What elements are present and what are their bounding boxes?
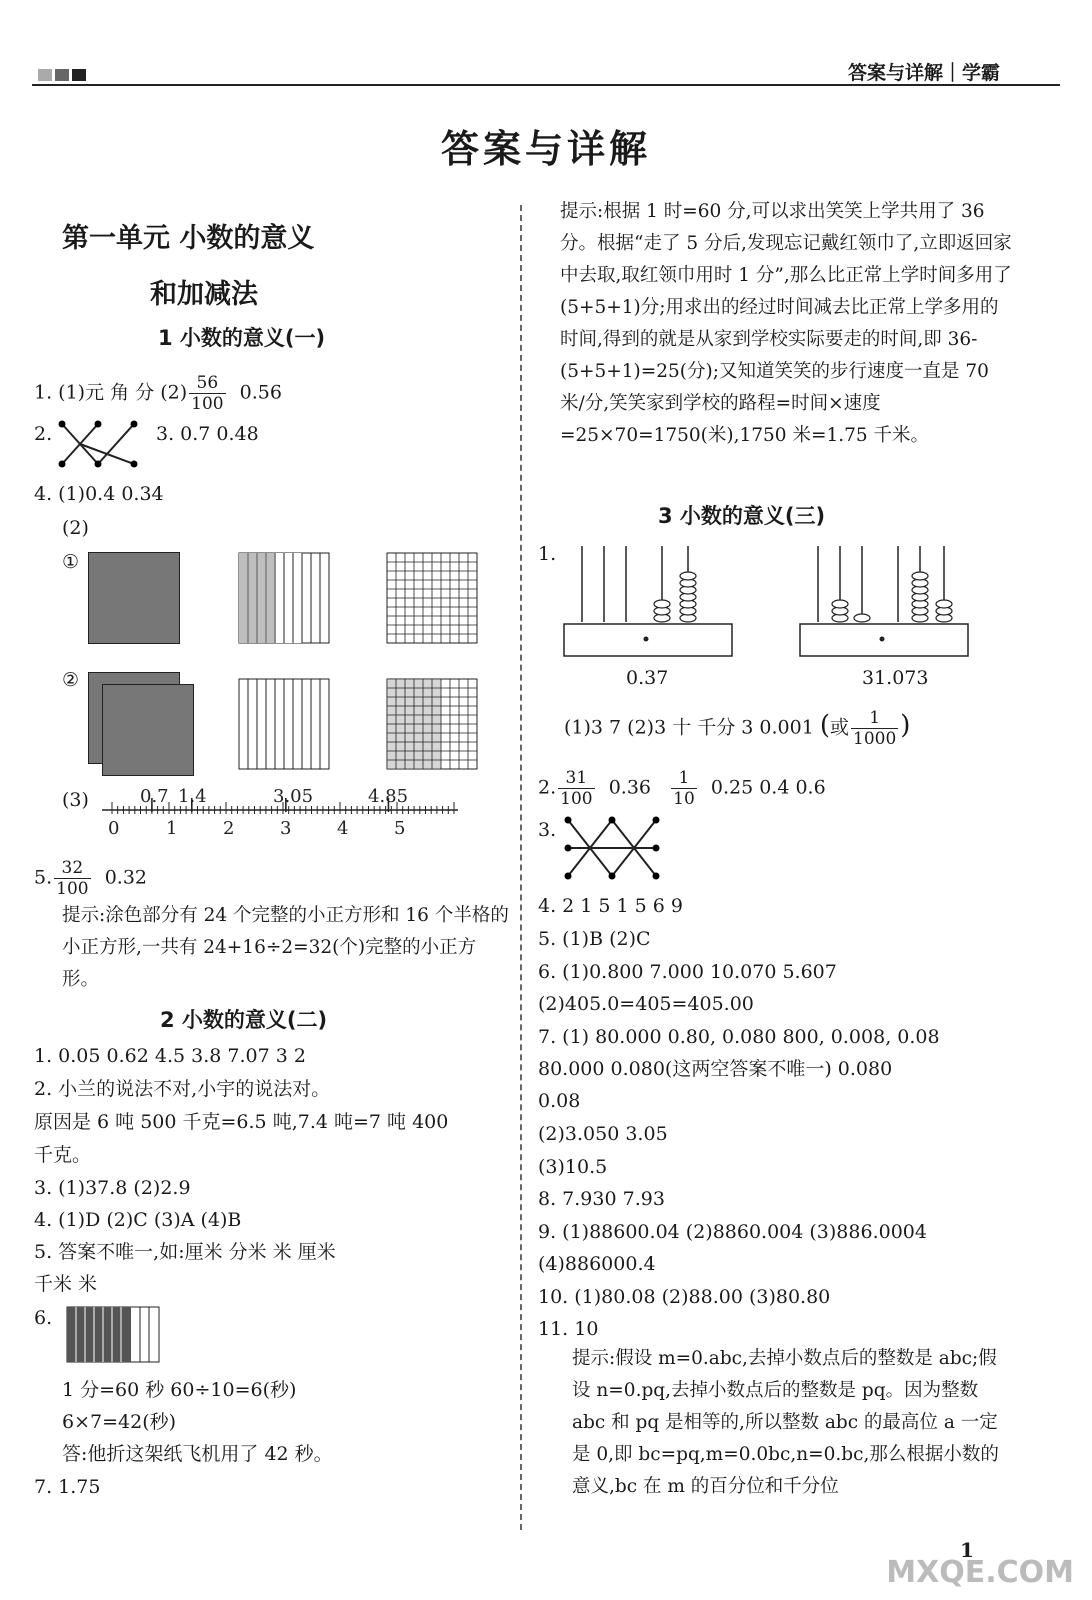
unit-subtitle: 和加减法	[150, 279, 258, 310]
nl-bot-2: 2	[223, 818, 235, 838]
answer-2-6c: 6×7=42(秒)	[62, 1411, 177, 1433]
number-line	[100, 782, 462, 838]
page-title: 答案与详解	[440, 127, 651, 171]
answer-2-5b: 千米 米	[34, 1273, 98, 1295]
nl-bot-5: 5	[394, 818, 406, 838]
column-divider	[520, 205, 522, 1530]
answer-2-6b: 1 分=60 秒 60÷10=6(秒)	[62, 1379, 297, 1401]
answer-1-1: 1. (1)元 角 分 (2) $\frac{56}{100}$ 0.56	[34, 373, 282, 414]
grid-square-2	[386, 678, 478, 770]
answer-3-7e: (3)10.5	[538, 1156, 608, 1178]
header-marks	[38, 66, 86, 85]
answer-1-3: 3. 0.7 0.48	[156, 423, 259, 445]
answer-3-10: 10. (1)80.08 (2)88.00 (3)80.80	[538, 1286, 831, 1308]
nl-top-4.85: 4.85	[368, 786, 409, 807]
answer-3-4: 4. 2 1 5 1 5 6 9	[538, 895, 684, 917]
abacus-2	[796, 540, 972, 662]
abacus-2-value: 31.073	[862, 667, 929, 689]
hint-3-11: 提示:假设 m=0.abc,去掉小数点后的整数是 abc;假设 n=0.pq,去掉小数点后的整数是 pq。因为整数 abc 和 pq 是相等的,所以整数 abc 的最高位 a 一定是 0,即 bc=pq,m=0.0bc,n=0.bc,那么根据小数的意义,bc 在 m 的百分位和千分位	[572, 1348, 999, 1497]
answer-3-2: 2. $\frac{31}{100}$ 0.36 $\frac{1}{10}$ 0.25 0.4 0.6	[538, 768, 826, 809]
answer-2-4: 4. (1)D (2)C (3)A (4)B	[34, 1209, 242, 1231]
answer-1-4: 4. (1)0.4 0.34	[34, 483, 164, 505]
answer-3-6b: (2)405.0=405=405.00	[538, 993, 754, 1015]
header-brand: 答案与详解｜学霸	[847, 62, 1000, 84]
grid-square	[386, 552, 478, 644]
strip-diagram	[66, 1306, 162, 1364]
matching-diagram-1	[56, 418, 140, 470]
answer-1-2: 2.	[34, 423, 53, 445]
answer-3-3: 3.	[538, 819, 557, 841]
answer-2-6d: 答:他折这架纸飞机用了 42 秒。	[62, 1443, 333, 1465]
shaded-square-front	[102, 684, 194, 776]
nl-bot-1: 1	[166, 818, 178, 838]
nl-bot-4: 4	[337, 818, 349, 838]
unit-title: 第一单元 小数的意义	[62, 223, 315, 254]
section-heading-3: 3 小数的意义(三)	[658, 504, 826, 528]
answer-2-7: 7. 1.75	[34, 1476, 101, 1498]
answer-3-7: 7. (1) 80.000 0.80, 0.080 800, 0.008, 0.08	[538, 1026, 940, 1048]
answer-2-2: 2. 小兰的说法不对,小宇的说法对。	[34, 1078, 331, 1100]
answer-2-1: 1. 0.05 0.62 4.5 3.8 7.07 3 2	[34, 1045, 306, 1067]
abacus-1	[560, 540, 736, 662]
section-heading-1: 1 小数的意义(一)	[158, 326, 326, 350]
nl-top-3.05: 3.05	[273, 786, 314, 807]
answer-3-7c: 0.08	[538, 1090, 581, 1112]
answer-2-5: 5. 答案不唯一,如:厘米 分米 米 厘米	[34, 1241, 336, 1263]
watermark: MXQE.COM	[886, 1555, 1074, 1590]
answer-3-7b: 80.000 0.080(这两空答案不唯一) 0.080	[538, 1058, 893, 1080]
answer-3-1: 1.	[538, 543, 557, 565]
circle-label-1: ①	[62, 551, 80, 573]
circle-label-2: ②	[62, 669, 80, 691]
answer-3-7d: (2)3.050 3.05	[538, 1123, 668, 1145]
page-number: 1	[960, 1538, 974, 1562]
nl-bot-0: 0	[108, 818, 120, 838]
answer-2-2b: 原因是 6 吨 500 千克=6.5 吨,7.4 吨=7 吨 400	[34, 1111, 449, 1133]
answer-2-3: 3. (1)37.8 (2)2.9	[34, 1177, 191, 1199]
answer-3-6: 6. (1)0.800 7.000 10.070 5.607	[538, 961, 837, 983]
header-rule	[32, 84, 1060, 86]
answer-3-5: 5. (1)B (2)C	[538, 928, 651, 950]
hint-1: 提示:涂色部分有 24 个完整的小正方形和 16 个半格的小正方形,一共有 24+16÷2=32(个)完整的小正方形。	[62, 905, 509, 990]
answer-1-4-2: (2)	[62, 517, 89, 539]
answer-3-8: 8. 7.930 7.93	[538, 1188, 665, 1210]
answer-3-1b: (1)3 7 (2)3 十 千分 3 0.001 (或 $\frac{1}{1000}$ )	[564, 708, 911, 749]
answer-2-6: 6.	[34, 1307, 53, 1329]
answer-3-11: 11. 10	[538, 1318, 599, 1340]
striped-square	[238, 552, 330, 644]
nl-top-1.4: 1.4	[178, 786, 207, 807]
answer-1-4-3: (3)	[62, 789, 89, 811]
abacus-1-value: 0.37	[626, 667, 669, 689]
shaded-square	[88, 552, 180, 644]
striped-square-2	[238, 678, 330, 770]
answer-3-9b: (4)886000.4	[538, 1253, 656, 1275]
answer-2-2c: 千克。	[34, 1144, 92, 1166]
matching-diagram-3	[560, 814, 664, 884]
hint-2-7: 提示:根据 1 时=60 分,可以求出笑笑上学共用了 36 分。根据“走了 5 分后,发现忘记戴红领巾了,立即返回家中去取,取红领巾用时 1 分”,那么比正常上学时间多用了(5+5+1)分;用求出的经过时间减去比正常上学多用的时间,得到的就是从家到学校实际要走的时间,即 36-(5+5+1)=25(分);又知道笑笑的步行速度一直是 70 米/分,笑笑家到学校的路程=时间×速度=25×70=1750(米),1750 米=1.75 千米。	[560, 201, 1012, 446]
answer-1-5: 5. $\frac{32}{100}$ 0.32	[34, 858, 147, 899]
section-heading-2: 2 小数的意义(二)	[160, 1008, 328, 1032]
nl-top-0.7: 0.7	[140, 786, 169, 807]
nl-bot-3: 3	[280, 818, 292, 838]
answer-3-9: 9. (1)88600.04 (2)8860.004 (3)886.0004	[538, 1221, 927, 1243]
